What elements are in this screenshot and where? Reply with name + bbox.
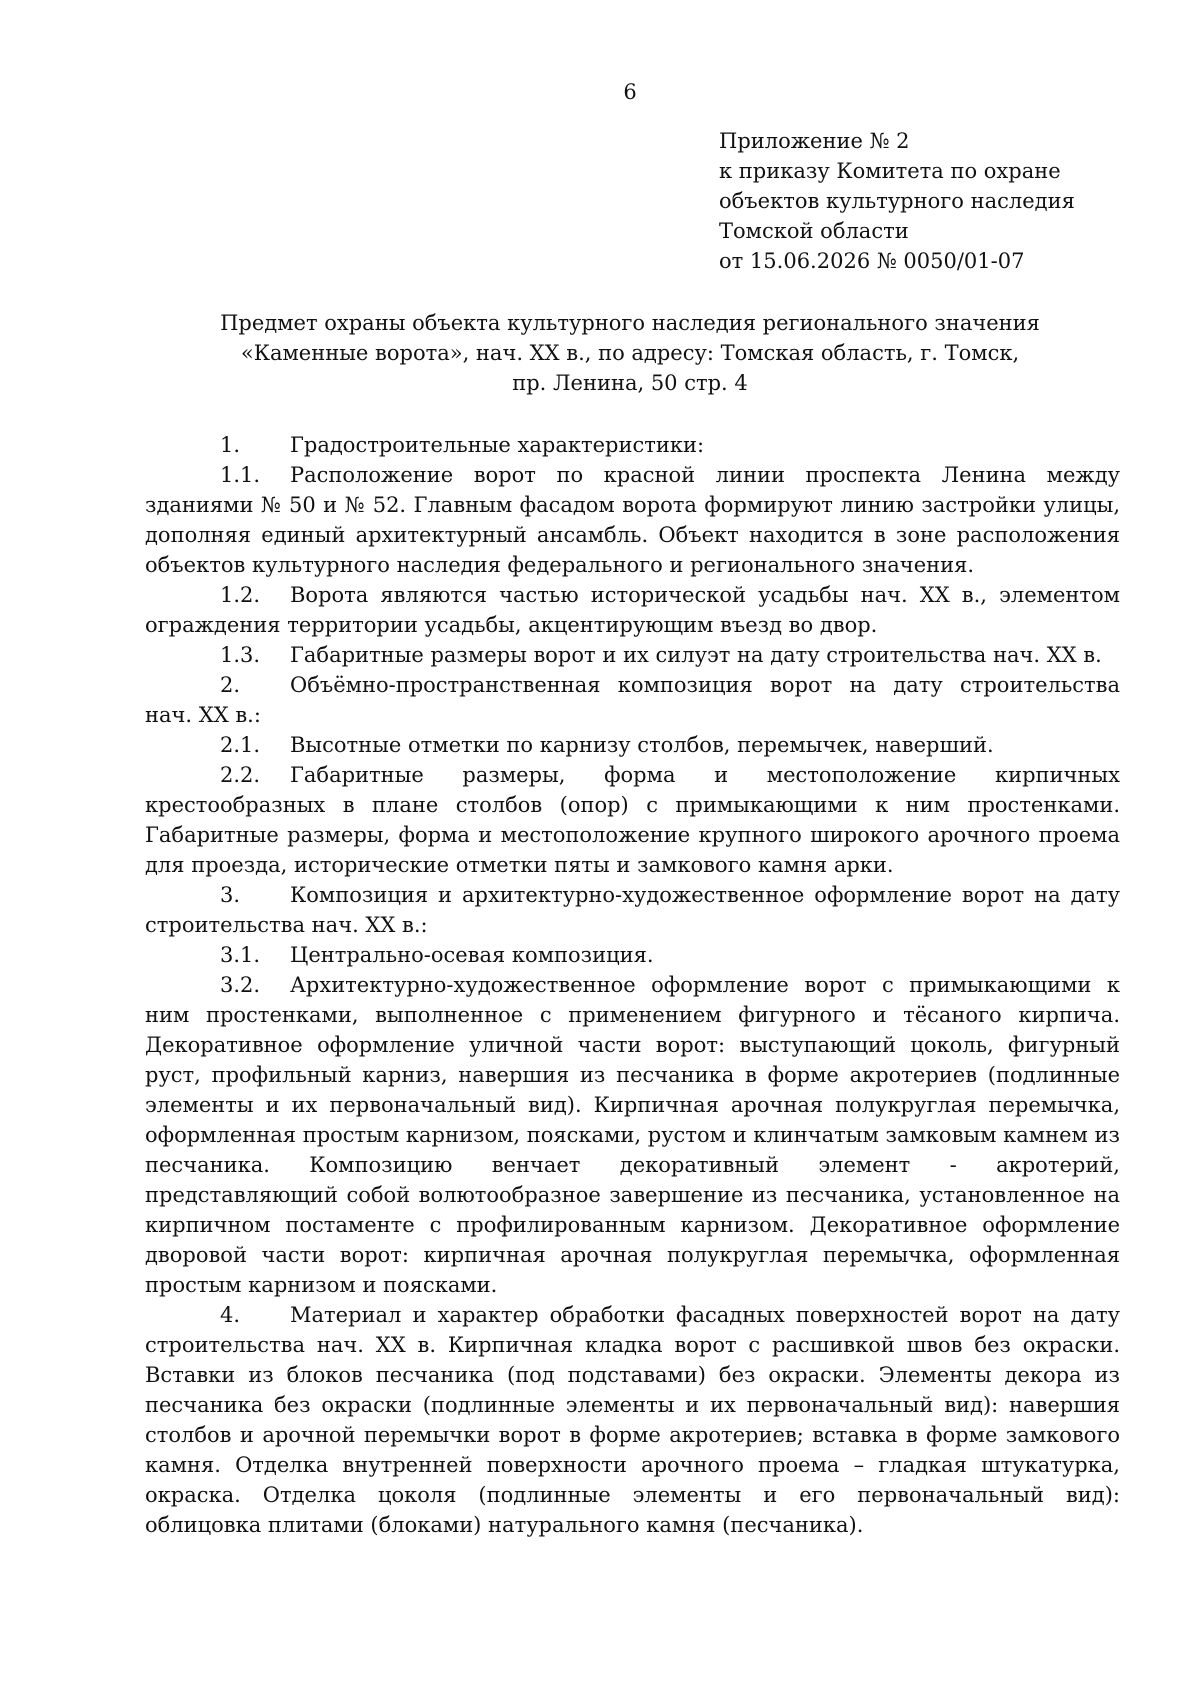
title-line: Предмет охраны объекта культурного наследия регионального значения	[220, 311, 1040, 335]
numbered-paragraph	[145, 760, 1120, 880]
paragraph-number: 3.2.	[220, 973, 261, 997]
numbered-paragraph	[145, 580, 1120, 640]
paragraph-text: Габаритные размеры, форма и местоположение кирпичных крестообразных в плане столбов (опор) с примыкающими к ним простенками. Габаритные размеры, форма и местоположение крупного широкого арочного проема для проезда, исторические отметки пяты и замкового камня арки.	[145, 763, 1120, 877]
paragraph-number: 4.	[220, 1303, 241, 1327]
paragraph-number: 3.	[220, 883, 241, 907]
appendix-line: объектов культурного наследия	[719, 189, 1075, 213]
paragraph-number: 1.2.	[220, 583, 261, 607]
paragraph-number: 2.1.	[220, 733, 261, 757]
paragraph-text: Материал и характер обработки фасадных поверхностей ворот на дату строительства нач. XX в. Кирпичная кладка ворот с расшивкой швов без окраски. Вставки из блоков песчаника (под подставами) без окраски. Элементы декора из песчаника без окраски (подлинные элементы и их первоначальный вид): навершия столбов и арочной перемычки ворот в форме акротериев; вставка в форме замкового камня. Отделка внутренней поверхности арочного проема – гладкая штукатурка, окраска. Отделка цоколя (подлинные элементы и его первоначальный вид): облицовка плитами (блоками) натурального камня (песчаника).	[145, 1303, 1120, 1537]
paragraph-text: Композиция и архитектурно-художественное оформление ворот на дату строительства нач. XX в.:	[145, 883, 1120, 937]
numbered-paragraph	[145, 1300, 1120, 1540]
paragraph-number: 1.1.	[220, 463, 261, 487]
paragraph-text: Архитектурно-художественное оформление ворот с примыкающими к ним простенками, выполненное с применением фигурного и тёсаного кирпича. Декоративное оформление уличной части ворот: выступающий цоколь, фигурный руст, профильный карниз, навершия из песчаника в форме акротериев (подлинные элементы и их первоначальный вид). Кирпичная арочная полукруглая перемычка, оформленная простым карнизом, поясками, рустом и клинчатым замковым камнем из песчаника. Композицию венчает декоративный элемент - акротерий, представляющий собой волютообразное завершение из песчаника, установленное на кирпичном постаменте с профилированным карнизом. Декоративное оформление дворовой части ворот: кирпичная арочная полукруглая перемычка, оформленная простым карнизом и поясками.	[145, 973, 1120, 1297]
numbered-paragraph	[145, 460, 1120, 580]
numbered-paragraph	[145, 640, 1120, 670]
paragraph-number: 3.1.	[220, 943, 261, 967]
paragraph-number: 1.	[220, 433, 241, 457]
document-body	[145, 430, 1120, 1540]
numbered-paragraph	[145, 730, 1120, 760]
numbered-paragraph	[145, 940, 1120, 970]
paragraph-text: Расположение ворот по красной линии проспекта Ленина между зданиями № 50 и № 52. Главным фасадом ворота формируют линию застройки улицы, дополняя единый архитектурный ансамбль. Объект находится в зоне расположения объектов культурного наследия федерального и регионального значения.	[145, 463, 1120, 577]
appendix-line: к приказу Комитета по охране	[719, 159, 1061, 183]
appendix-line: Приложение № 2	[719, 129, 910, 153]
paragraph-text: Градостроительные характеристики:	[290, 433, 705, 457]
appendix-header	[719, 126, 1075, 276]
numbered-paragraph	[145, 670, 1120, 730]
paragraph-number: 2.2.	[220, 763, 261, 787]
paragraph-text: Ворота являются частью исторической усадьбы нач. XX в., элементом ограждения территории усадьбы, акцентирующим въезд во двор.	[145, 583, 1120, 637]
page-number: 6	[623, 80, 637, 104]
title-line: «Каменные ворота», нач. XX в., по адресу: Томская область, г. Томск,	[240, 341, 1020, 365]
paragraph-text: Объёмно-пространственная композиция ворот на дату строительства нач. XX в.:	[145, 673, 1120, 727]
paragraph-text: Габаритные размеры ворот и их силуэт на дату строительства нач. XX в.	[290, 643, 1102, 667]
paragraph-number: 1.3.	[220, 643, 261, 667]
title-line: пр. Ленина, 50 стр. 4	[512, 371, 748, 395]
appendix-line: Томской области	[719, 219, 909, 243]
paragraph-text: Высотные отметки по карнизу столбов, перемычек, наверший.	[290, 733, 994, 757]
numbered-paragraph	[145, 880, 1120, 940]
numbered-paragraph	[145, 430, 1120, 460]
appendix-line: от 15.06.2026 № 0050/01-07	[719, 249, 1025, 273]
document-title	[145, 308, 1115, 398]
paragraph-number: 2.	[220, 673, 241, 697]
numbered-paragraph	[145, 970, 1120, 1300]
paragraph-text: Центрально-осевая композиция.	[290, 943, 654, 967]
